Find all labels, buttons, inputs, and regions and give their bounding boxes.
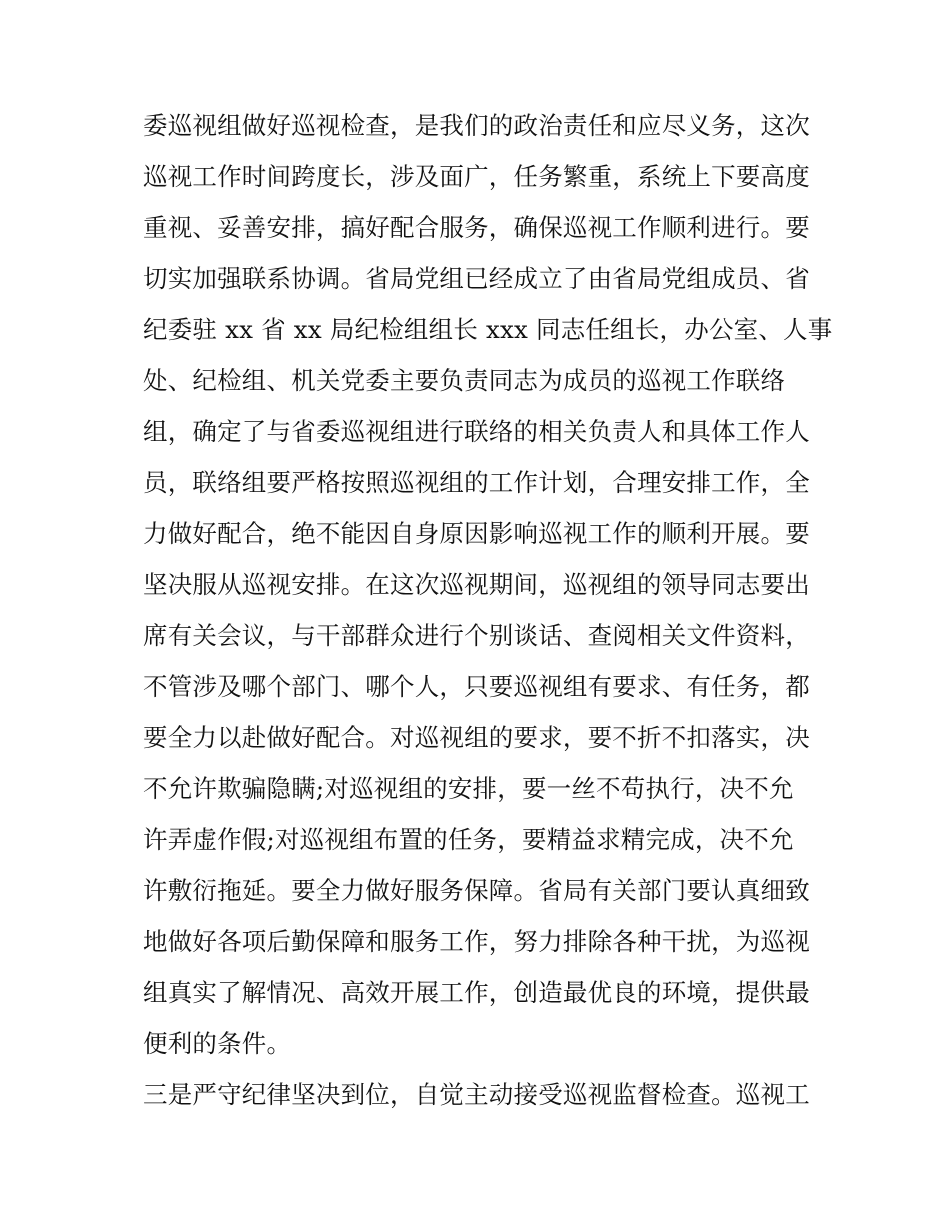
text-line: 力做好配合，绝不能因自身原因影响巡视工作的顺利开展。要: [143, 519, 810, 548]
text-line: 坚决服从巡视安排。在这次巡视期间，巡视组的领导同志要出: [143, 570, 810, 599]
text-line: 员，联络组要严格按照巡视组的工作计划，合理安排工作，全: [143, 468, 810, 497]
text-line: 地做好各项后勤保障和服务工作，努力排除各种干扰，为巡视: [143, 927, 810, 956]
text-line: 重视、妥善安排，搞好配合服务，确保巡视工作顺利进行。要: [143, 213, 810, 242]
text-line: 巡视工作时间跨度长，涉及面广，任务繁重，系统上下要高度: [143, 162, 810, 191]
text-line: 席有关会议，与干部群众进行个别谈话、查阅相关文件资料，: [143, 621, 810, 650]
text-line: 处、纪检组、机关党委主要负责同志为成员的巡视工作联络: [143, 366, 786, 395]
text-line: 纪委驻 xx 省 xx 局纪检组组长 xxx 同志任组长，办公室、人事: [143, 315, 833, 344]
body-text: [143, 100, 833, 1120]
text-line: 许敷衍拖延。要全力做好服务保障。省局有关部门要认真细致: [143, 876, 810, 905]
text-line: 切实加强联系协调。省局党组已经成立了由省局党组成员、省: [143, 264, 810, 293]
text-line: 要全力以赴做好配合。对巡视组的要求，要不折不扣落实，决: [143, 723, 810, 752]
text-line: 三是严守纪律坚决到位，自觉主动接受巡视监督检查。巡视工: [143, 1080, 810, 1109]
text-line: 许弄虚作假;对巡视组布置的任务，要精益求精完成，决不允: [143, 825, 794, 854]
text-line: 便利的条件。: [143, 1029, 292, 1058]
text-line: 组真实了解情况、高效开展工作，创造最优良的环境，提供最: [143, 978, 810, 1007]
text-line: 组，确定了与省委巡视组进行联络的相关负责人和具体工作人: [143, 417, 810, 446]
text-line: 委巡视组做好巡视检查，是我们的政治责任和应尽义务，这次: [143, 111, 810, 140]
text-line: 不管涉及哪个部门、哪个人，只要巡视组有要求、有任务，都: [143, 672, 810, 701]
text-line: 不允许欺骗隐瞒;对巡视组的安排，要一丝不苟执行，决不允: [143, 774, 794, 803]
